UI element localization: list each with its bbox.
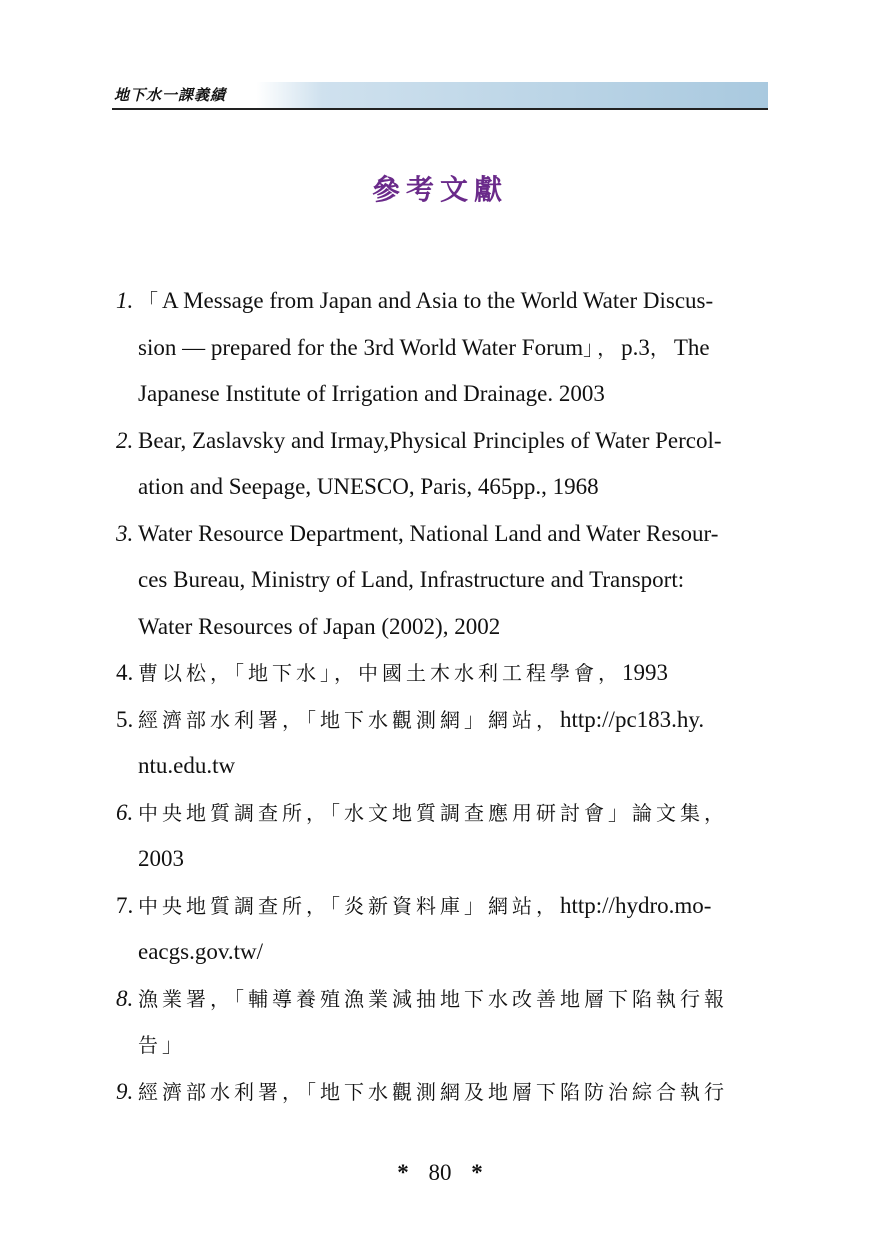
reference-text xyxy=(138,278,770,418)
reference-line: 告」 xyxy=(138,1033,186,1057)
reference-item xyxy=(116,976,770,1069)
reference-item xyxy=(116,418,770,511)
reference-line: Water Resources of Japan (2002), 2002 xyxy=(138,613,501,639)
reference-line: 中央地質調查所，「水文地質調查應用研討會」論文集， xyxy=(138,800,728,825)
page-title: 參考文獻 xyxy=(371,173,508,206)
reference-line: Bear, Zaslavsky and Irmay,Physical Principles of Water Percol- xyxy=(138,427,722,453)
running-header-title: 地下水一課義績 xyxy=(114,86,227,104)
reference-number: 5. xyxy=(116,706,134,732)
page-number: 80 xyxy=(428,1160,452,1185)
reference-text xyxy=(138,650,770,697)
page-footer xyxy=(0,1160,880,1186)
reference-line: Japanese Institute of Irrigation and Drainage. 2003 xyxy=(138,381,605,406)
reference-line: ntu.edu.tw xyxy=(138,753,236,778)
reference-line: 曹以松，「地下水」，中國土木水利工程學會，1993 xyxy=(138,660,668,685)
reference-number: 7. xyxy=(116,892,134,918)
reference-item xyxy=(116,511,770,651)
reference-number: 9. xyxy=(116,1078,134,1104)
reference-text xyxy=(138,790,770,883)
reference-line: 2003 xyxy=(138,846,184,871)
footer-star-left: * xyxy=(397,1160,409,1185)
reference-item xyxy=(116,278,770,418)
reference-item xyxy=(116,1069,770,1116)
reference-item xyxy=(116,697,770,790)
reference-number: 3. xyxy=(116,520,134,546)
reference-text xyxy=(138,511,770,651)
footer-star-right: * xyxy=(471,1160,483,1185)
reference-line: 經濟部水利署，「地下水觀測網」網站，http://pc183.hy. xyxy=(138,706,705,732)
reference-text xyxy=(138,883,770,976)
reference-line: ation and Seepage, UNESCO, Paris, 465pp., 1968 xyxy=(138,474,599,499)
reference-number: 8. xyxy=(116,985,134,1011)
reference-text xyxy=(138,976,770,1069)
reference-line: eacgs.gov.tw/ xyxy=(138,939,263,964)
reference-line: 漁業署，「輔導養殖漁業減抽地下水改善地層下陷執行報 xyxy=(138,986,728,1011)
reference-item xyxy=(116,650,770,697)
reference-number: 4. xyxy=(116,660,134,685)
reference-text xyxy=(138,1069,770,1116)
reference-line: ces Bureau, Ministry of Land, Infrastructure and Transport: xyxy=(138,567,685,592)
reference-item xyxy=(116,883,770,976)
reference-number: 1. xyxy=(116,288,134,313)
reference-line: 經濟部水利署，「地下水觀測網及地層下陷防治綜合執行 xyxy=(138,1079,728,1104)
reference-line: 中央地質調查所，「炎新資料庫」網站，http://hydro.mo- xyxy=(138,892,712,918)
reference-number: 6. xyxy=(116,799,134,825)
reference-line: Water Resource Department, National Land and Water Resour- xyxy=(138,520,719,546)
reference-item xyxy=(116,790,770,883)
reference-line: sion — prepared for the 3rd World Water Forum」，p.3，The xyxy=(138,334,710,360)
reference-line: 「A Message from Japan and Asia to the World Water Discus- xyxy=(138,288,714,313)
reference-text xyxy=(138,697,770,790)
reference-number: 2. xyxy=(116,427,134,453)
reference-list xyxy=(116,278,770,1115)
reference-text xyxy=(138,418,770,511)
running-header xyxy=(112,82,768,110)
